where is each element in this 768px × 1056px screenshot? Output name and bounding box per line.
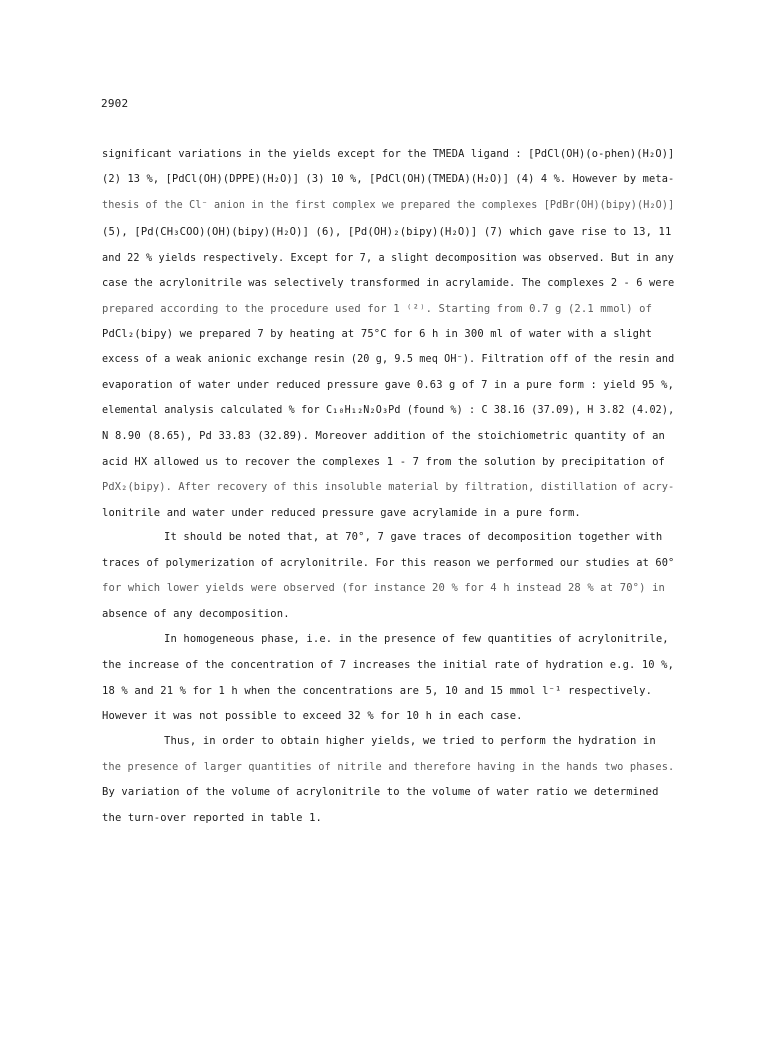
- text-line: By variation of the volume of acrylonitrile to the volume of water ratio we determined: [102, 786, 659, 798]
- text-line: the increase of the concentration of 7 increases the initial rate of hydration e.g. 10 %,: [102, 659, 674, 671]
- text-line: for which lower yields were observed (for instance 20 % for 4 h instead 28 % at 70°) in: [102, 582, 666, 594]
- page-number: 2902: [101, 97, 129, 110]
- text-line: traces of polymerization of acrylonitrile. For this reason we performed our studies at 60°: [102, 557, 675, 569]
- text-line: PdCl₂(bipy) we prepared 7 by heating at 75°C for 6 h in 300 ml of water with a slight: [102, 328, 653, 340]
- text-line: absence of any decomposition.: [102, 608, 290, 620]
- text-line: lonitrile and water under reduced pressure gave acrylamide in a pure form.: [102, 507, 581, 519]
- text-line: significant variations in the yields except for the TMEDA ligand : [PdCl(OH)(o-phen)(H₂O)]: [102, 148, 675, 160]
- text-line: evaporation of water under reduced pressure gave 0.63 g of 7 in a pure form : yield 95 %,: [102, 379, 674, 391]
- text-line: It should be noted that, at 70°, 7 gave traces of decomposition together with: [164, 531, 663, 543]
- text-line: the presence of larger quantities of nitrile and therefore having in the hands two phases.: [102, 761, 675, 773]
- text-line: (2) 13 %, [PdCl(OH)(DPPE)(H₂O)] (3) 10 %, [PdCl(OH)(TMEDA)(H₂O)] (4) 4 %. However by meta-: [102, 173, 675, 185]
- text-line: 18 % and 21 % for 1 h when the concentrations are 5, 10 and 15 mmol l⁻¹ respectively.: [102, 685, 653, 697]
- text-line: PdX₂(bipy). After recovery of this insoluble material by filtration, distillation of acry-: [102, 481, 675, 493]
- text-line: thesis of the Cl⁻ anion in the first complex we prepared the complexes [PdBr(OH)(bipy)(H₂O)]: [102, 199, 675, 211]
- text-line: However it was not possible to exceed 32 % for 10 h in each case.: [102, 710, 523, 722]
- text-line: acid HX allowed us to recover the complexes 1 - 7 from the solution by precipitation of: [102, 456, 666, 468]
- text-line: elemental analysis calculated % for C₁₀H₁₂N₂O₃Pd (found %) : C 38.16 (37.09), H 3.82 (4.02),: [102, 404, 675, 416]
- text-line: excess of a weak anionic exchange resin (20 g, 9.5 meq OH⁻). Filtration off of the resin and: [102, 353, 675, 365]
- text-line: (5), [Pd(CH₃COO)(OH)(bipy)(H₂O)] (6), [Pd(OH)₂(bipy)(H₂O)] (7) which gave rise to 13, 11: [102, 226, 672, 238]
- text-line: prepared according to the procedure used for 1 ⁽²⁾. Starting from 0.7 g (2.1 mmol) of: [102, 303, 653, 315]
- text-line: and 22 % yields respectively. Except for 7, a slight decomposition was observed. But in any: [102, 252, 674, 264]
- text-line: the turn-over reported in table 1.: [102, 812, 323, 824]
- text-line: N 8.90 (8.65), Pd 33.83 (32.89). Moreover addition of the stoichiometric quantity of an: [102, 430, 666, 442]
- text-line: case the acrylonitrile was selectively transformed in acrylamide. The complexes 2 - 6 were: [102, 277, 675, 289]
- text-line: In homogeneous phase, i.e. in the presence of few quantities of acrylonitrile,: [164, 633, 669, 645]
- text-line: Thus, in order to obtain higher yields, we tried to perform the hydration in: [164, 735, 656, 747]
